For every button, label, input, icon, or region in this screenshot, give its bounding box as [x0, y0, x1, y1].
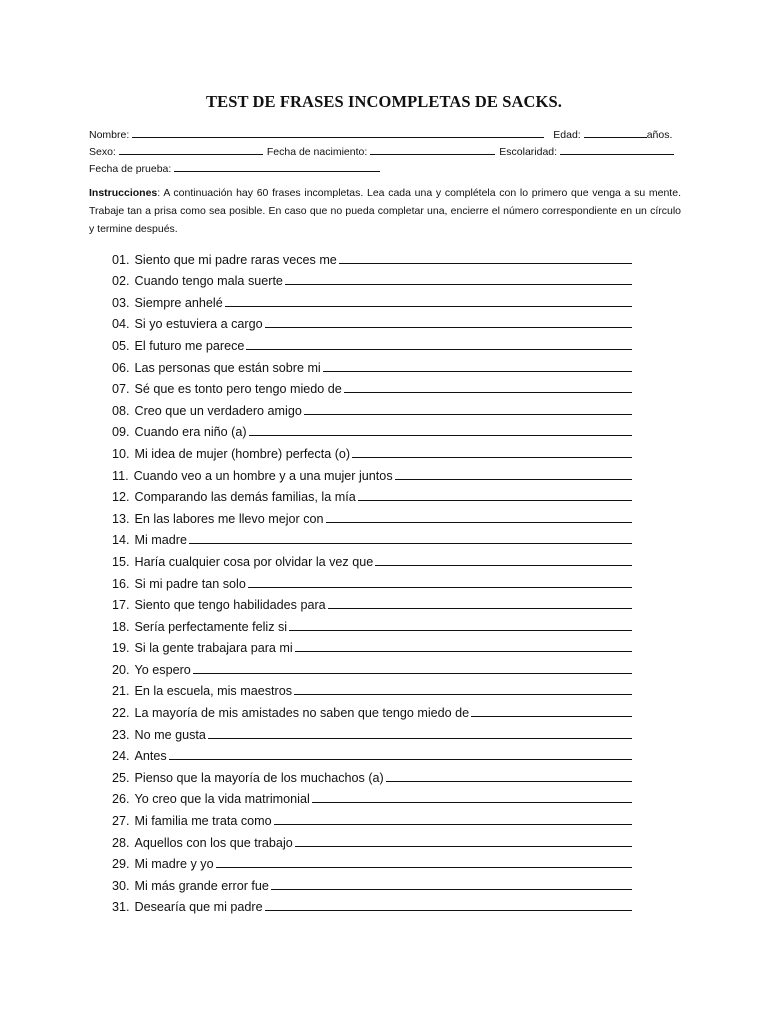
item-text: Si la gente trabajara para mi — [134, 641, 293, 656]
answer-blank[interactable] — [375, 553, 632, 566]
item-number: 22. — [112, 706, 130, 721]
sentence-item — [112, 547, 652, 569]
answer-blank[interactable] — [395, 467, 632, 480]
item-text: En la escuela, mis maestros — [134, 684, 292, 699]
answer-blank[interactable] — [312, 790, 632, 803]
item-number: 28. — [112, 835, 130, 850]
item-text: No me gusta — [134, 727, 206, 742]
fecha-nacimiento-field[interactable] — [370, 144, 495, 155]
answer-blank[interactable] — [274, 812, 632, 825]
sentence-item — [112, 806, 652, 828]
sentence-item — [112, 504, 652, 526]
answer-blank[interactable] — [304, 402, 632, 415]
item-number: 24. — [112, 749, 130, 764]
item-text: Antes — [134, 749, 167, 764]
answer-blank[interactable] — [352, 445, 632, 458]
sentence-item — [112, 375, 652, 397]
sentence-item — [112, 850, 652, 872]
item-text: Siento que mi padre raras veces me — [134, 252, 337, 267]
answer-blank[interactable] — [189, 531, 632, 544]
item-text: En las labores me llevo mejor con — [134, 511, 324, 526]
answer-blank[interactable] — [193, 661, 632, 674]
item-number: 12. — [112, 490, 130, 505]
sentence-item — [112, 461, 652, 483]
sentence-item — [112, 612, 652, 634]
sexo-label: Sexo: — [89, 146, 116, 158]
item-number: 07. — [112, 382, 130, 397]
edad-label: Edad: — [553, 129, 581, 141]
sentence-item — [112, 331, 652, 353]
item-number: 23. — [112, 727, 130, 742]
document-title: TEST DE FRASES INCOMPLETAS DE SACKS. — [206, 92, 562, 111]
item-number: 03. — [112, 295, 130, 310]
item-text: La mayoría de mis amistades no saben que tengo miedo de — [134, 706, 470, 721]
answer-blank[interactable] — [249, 423, 632, 436]
answer-blank[interactable] — [271, 877, 632, 890]
item-number: 16. — [112, 576, 130, 591]
sentence-item — [112, 526, 652, 548]
answer-blank[interactable] — [265, 315, 632, 328]
item-text: Cuando veo a un hombre y a una mujer juntos — [133, 468, 393, 483]
answer-blank[interactable] — [285, 272, 632, 285]
sentence-item — [112, 655, 652, 677]
sentence-item — [112, 720, 652, 742]
item-text: Mi más grande error fue — [134, 878, 269, 893]
sentence-item — [112, 893, 652, 915]
item-number: 21. — [112, 684, 130, 699]
item-text: Creo que un verdadero amigo — [134, 403, 302, 418]
fecha-nacimiento-label: Fecha de nacimiento: — [266, 146, 368, 158]
item-text: Cuando era niño (a) — [134, 425, 247, 440]
answer-blank[interactable] — [289, 618, 632, 631]
item-number: 27. — [112, 814, 130, 829]
sentence-item — [112, 353, 652, 375]
answer-blank[interactable] — [216, 855, 632, 868]
edad-field[interactable] — [584, 127, 647, 138]
sentence-item — [112, 439, 652, 461]
sexo-field[interactable] — [119, 144, 263, 155]
item-text: Aquellos con los que trabajo — [134, 835, 293, 850]
fecha-prueba-label: Fecha de prueba: — [89, 163, 172, 175]
answer-blank[interactable] — [248, 575, 632, 588]
item-text: Comparando las demás familias, la mía — [134, 490, 356, 505]
item-number: 13. — [112, 511, 130, 526]
item-text: Mi madre y yo — [134, 857, 214, 872]
item-text: Cuando tengo mala suerte — [134, 274, 283, 289]
item-number: 01. — [112, 252, 130, 267]
sentence-item — [112, 785, 652, 807]
answer-blank[interactable] — [323, 359, 632, 372]
sentence-item — [112, 418, 652, 440]
item-text: Yo espero — [134, 662, 191, 677]
answer-blank[interactable] — [295, 639, 632, 652]
sentence-item — [112, 698, 652, 720]
item-number: 14. — [112, 533, 130, 548]
item-number: 31. — [112, 900, 130, 915]
fecha-prueba-field[interactable] — [174, 161, 380, 172]
item-text: Mi madre — [134, 533, 187, 548]
sentence-item — [112, 245, 652, 267]
answer-blank[interactable] — [386, 769, 632, 782]
item-number: 04. — [112, 317, 130, 332]
sentence-item — [112, 871, 652, 893]
sentence-item — [112, 828, 652, 850]
escolaridad-label: Escolaridad: — [499, 146, 558, 158]
sentence-item — [112, 396, 652, 418]
item-text: Si yo estuviera a cargo — [134, 317, 263, 332]
escolaridad-field[interactable] — [560, 144, 674, 155]
item-number: 19. — [112, 641, 130, 656]
name-age-row — [89, 127, 681, 141]
item-text: Yo creo que la vida matrimonial — [134, 792, 310, 807]
item-text: Siempre anhelé — [134, 295, 223, 310]
item-number: 10. — [112, 446, 130, 461]
item-text: Las personas que están sobre mi — [134, 360, 321, 375]
item-text: Pienso que la mayoría de los muchachos (a) — [134, 770, 384, 785]
sentence-item — [112, 742, 652, 764]
answer-blank[interactable] — [344, 380, 632, 393]
anos-label: años. — [646, 129, 673, 141]
instructions — [89, 184, 681, 238]
instructions-separator: : — [157, 187, 164, 199]
item-text: Si mi padre tan solo — [134, 576, 246, 591]
sex-birth-school-row — [89, 144, 681, 158]
item-text: El futuro me parece — [134, 338, 245, 353]
sentence-item — [112, 267, 652, 289]
nombre-label: Nombre: — [89, 129, 130, 141]
sentence-item — [112, 569, 652, 591]
item-number: 17. — [112, 598, 130, 613]
answer-blank[interactable] — [326, 510, 632, 523]
answer-blank[interactable] — [246, 337, 632, 350]
test-date-row — [89, 161, 681, 175]
item-number: 15. — [112, 554, 130, 569]
item-number: 02. — [112, 274, 130, 289]
answer-blank[interactable] — [169, 747, 632, 760]
sentence-item — [112, 288, 652, 310]
item-number: 09. — [112, 425, 130, 440]
answer-blank[interactable] — [294, 682, 632, 695]
sentence-item — [112, 591, 652, 613]
item-number: 06. — [112, 360, 130, 375]
sentence-item — [112, 483, 652, 505]
sentence-item — [112, 763, 652, 785]
item-number: 08. — [112, 403, 130, 418]
item-text: Siento que tengo habilidades para — [134, 598, 326, 613]
answer-blank[interactable] — [358, 488, 632, 501]
item-number: 29. — [112, 857, 130, 872]
instructions-label: Instrucciones — [89, 187, 158, 199]
sentence-list — [112, 245, 652, 914]
answer-blank[interactable] — [225, 294, 632, 307]
item-number: 26. — [112, 792, 130, 807]
item-text: Desearía que mi padre — [134, 900, 263, 915]
item-number: 05. — [112, 338, 130, 353]
item-number: 18. — [112, 619, 130, 634]
nombre-field[interactable] — [132, 127, 544, 138]
answer-blank[interactable] — [208, 726, 632, 739]
item-text: Sé que es tonto pero tengo miedo de — [134, 382, 342, 397]
item-number: 30. — [112, 878, 130, 893]
sentence-item — [112, 634, 652, 656]
item-text: Sería perfectamente feliz si — [134, 619, 288, 634]
answer-blank[interactable] — [339, 251, 632, 264]
item-text: Mi idea de mujer (hombre) perfecta (o) — [134, 446, 351, 461]
item-number: 20. — [112, 662, 130, 677]
instructions-text: A continuación hay 60 frases incompletas. Lea cada una y complétela con lo primero que venga a su mente. Trabaje tan a prisa como sea posible. En caso que no pueda completar una, encierre el número correspondiente en un círculo y termine después. — [89, 187, 681, 235]
item-text: Haría cualquier cosa por olvidar la vez que — [134, 554, 374, 569]
item-text: Mi familia me trata como — [134, 814, 272, 829]
item-number: 25. — [112, 770, 130, 785]
item-number: 11. — [112, 468, 129, 483]
answer-blank[interactable] — [295, 834, 632, 847]
sentence-item — [112, 310, 652, 332]
answer-blank[interactable] — [328, 596, 632, 609]
answer-blank[interactable] — [471, 704, 632, 717]
sentence-item — [112, 677, 652, 699]
answer-blank[interactable] — [265, 898, 632, 911]
